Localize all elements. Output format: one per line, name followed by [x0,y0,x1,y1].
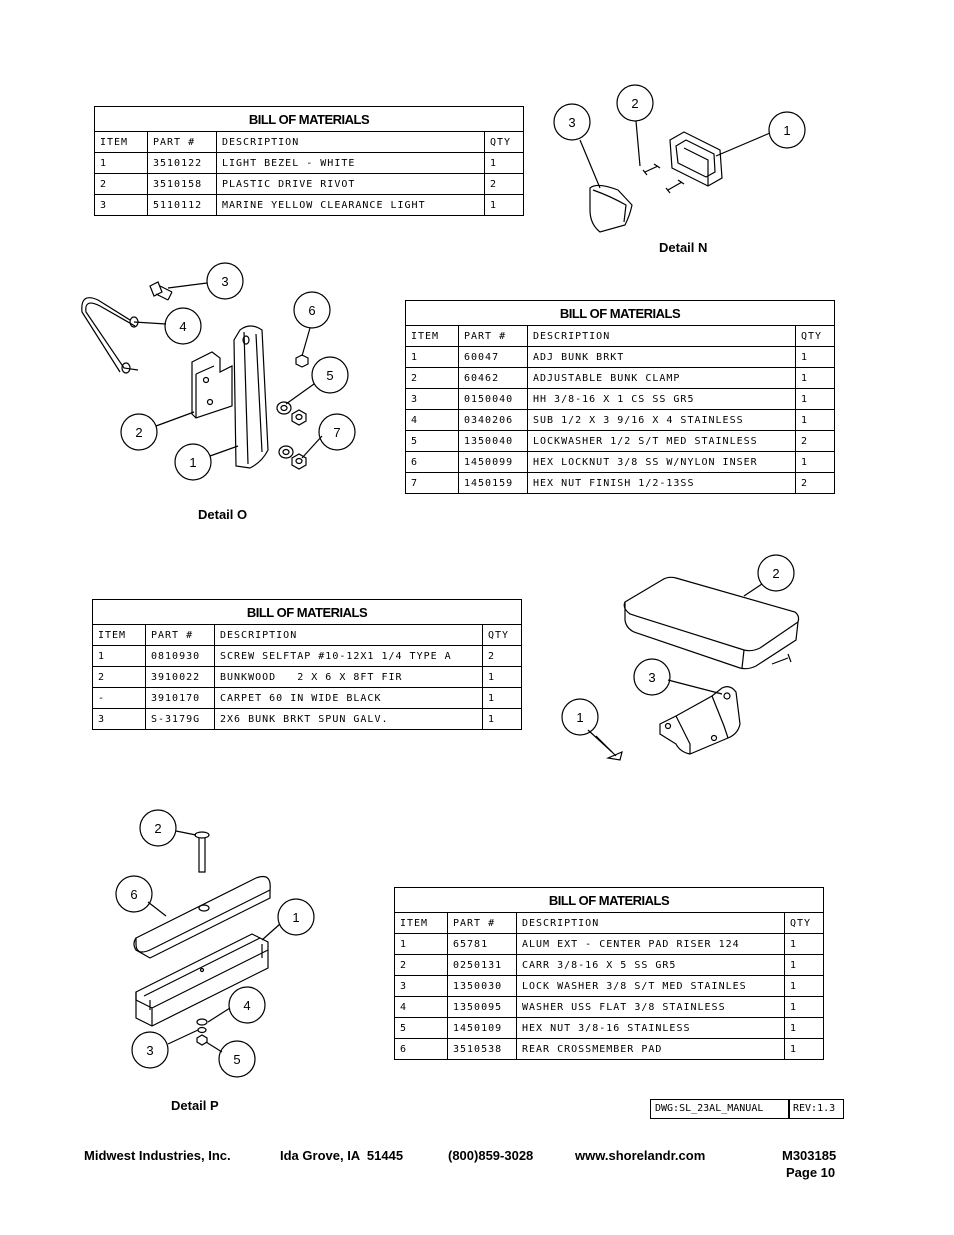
cell-qty: 1 [796,452,835,473]
callout-bubble [617,85,653,121]
callout-bubble [165,308,201,344]
cell-part: 1350040 [459,431,528,452]
callout-number: 2 [772,566,780,581]
cell-qty: 1 [785,997,824,1018]
cell-item: 5 [395,1018,448,1039]
cell-description: LOCK WASHER 3/8 S/T MED STAINLES [517,976,785,997]
cell-part: 60462 [459,368,528,389]
cell-description: WASHER USS FLAT 3/8 STAINLESS [517,997,785,1018]
callout-bubble [769,112,805,148]
leader-line [168,283,207,288]
cell-qty: 1 [796,389,835,410]
callout-number: 3 [568,115,576,130]
cell-part: 5110112 [148,195,217,216]
carriage-bolt-head [195,832,209,838]
leader-line [580,140,600,188]
callout-number: 2 [154,821,162,836]
footer-company: Midwest Industries, Inc. [84,1148,231,1163]
header-part: PART # [148,132,217,153]
detail-o-label: Detail O [198,507,248,522]
cell-qty: 2 [483,646,522,667]
cell-qty: 1 [485,153,524,174]
cell-part: 3910170 [146,688,215,709]
footer-city: Ida Grove, IA 51445 [280,1148,404,1163]
cell-item: 4 [395,997,448,1018]
carriage-bolt-shank [199,838,205,872]
cell-part: 1450159 [459,473,528,494]
cell-item: 1 [95,153,148,174]
cell-item: 2 [406,368,459,389]
cell-part: 65781 [448,934,517,955]
cell-qty: 2 [796,473,835,494]
leader-line [156,412,194,426]
leader-line [176,831,196,835]
cell-qty: 1 [796,410,835,431]
cell-description: HEX NUT FINISH 1/2-13SS [528,473,796,494]
cell-item: 3 [95,195,148,216]
detail-p-label: Detail P [171,1098,219,1113]
cell-part: 0250131 [448,955,517,976]
leader-line [302,328,310,356]
callout-bubble [634,659,670,695]
header-description: DESCRIPTION [215,625,483,646]
callout-bubble [312,357,348,393]
drawing-number-box: DWG:SL_23AL_MANUAL [650,1099,790,1119]
cell-description: LIGHT BEZEL - WHITE [217,153,485,174]
cell-part: 1450109 [448,1018,517,1039]
bunk-bracket [234,326,268,468]
cell-item: 3 [93,709,146,730]
bunk-bracket-galv [660,687,740,754]
lockwasher-2 [279,446,293,458]
leader-line [716,133,770,156]
callout-number: 3 [146,1043,154,1058]
cell-description: HEX NUT 3/8-16 STAINLESS [517,1018,785,1039]
header-part: PART # [448,913,517,934]
cell-item: 1 [395,934,448,955]
cell-item: 6 [406,452,459,473]
bunk-clamp [192,352,232,418]
bom-title: BILL OF MATERIALS [395,888,824,913]
header-description: DESCRIPTION [217,132,485,153]
leader-line [148,902,166,916]
bom-title: BILL OF MATERIALS [93,600,522,625]
cell-qty: 1 [483,688,522,709]
cell-item: 1 [93,646,146,667]
leader-line [210,446,238,456]
cell-qty: 2 [485,174,524,195]
callout-number: 1 [292,910,300,925]
header-part: PART # [459,326,528,347]
callout-number: 4 [179,319,187,334]
leader-line [262,924,280,940]
detail-n-drawing [554,85,805,232]
bom-title: BILL OF MATERIALS [95,107,524,132]
cell-item: 2 [395,955,448,976]
callout-number: 4 [243,998,251,1013]
cell-item: 3 [395,976,448,997]
callout-number: 5 [233,1052,241,1067]
callout-bubble [319,414,355,450]
callout-bubble [278,899,314,935]
bunkwood-edge [742,650,744,668]
cell-part: S-3179G [146,709,215,730]
callout-bubble [207,263,243,299]
cell-part: 1350030 [448,976,517,997]
leader-line [302,436,322,458]
footer-website: www.shorelandr.com [575,1148,706,1163]
cell-part: 0150040 [459,389,528,410]
callout-number: 3 [221,274,229,289]
cell-description: PLASTIC DRIVE RIVOT [217,174,485,195]
bunk-drawing [562,555,799,760]
callout-bubble [554,104,590,140]
revision-box: REV:1.3 [788,1099,844,1119]
bom-title: BILL OF MATERIALS [406,301,835,326]
cell-qty: 1 [483,667,522,688]
cell-part: 0810930 [146,646,215,667]
bunkwood [624,577,798,650]
cell-description: SCREW SELFTAP #10-12X1 1/4 TYPE A [215,646,483,667]
callout-bubble [140,810,176,846]
cell-item: - [93,688,146,709]
cell-description: LOCKWASHER 1/2 S/T MED STAINLESS [528,431,796,452]
cell-description: BUNKWOOD 2 X 6 X 8FT FIR [215,667,483,688]
callout-number: 6 [130,887,138,902]
cell-qty: 1 [485,195,524,216]
callout-bubble [758,555,794,591]
cell-description: ADJ BUNK BRKT [528,347,796,368]
cell-description: CARR 3/8-16 X 5 SS GR5 [517,955,785,976]
drive-rivot-1 [643,164,660,175]
cell-part: 3510538 [448,1039,517,1060]
cell-item: 5 [406,431,459,452]
cell-qty: 1 [796,347,835,368]
cell-description: REAR CROSSMEMBER PAD [517,1039,785,1060]
flat-washer [197,1019,207,1025]
cell-description: HEX LOCKNUT 3/8 SS W/NYLON INSER [528,452,796,473]
header-qty: QTY [785,913,824,934]
callout-bubble [116,876,152,912]
u-bolt [82,298,138,372]
callout-number: 6 [308,303,316,318]
cell-item: 6 [395,1039,448,1060]
cell-description: CARPET 60 IN WIDE BLACK [215,688,483,709]
cell-description: HH 3/8-16 X 1 CS SS GR5 [528,389,796,410]
cell-qty: 1 [785,955,824,976]
selftap-screw [596,736,622,760]
screw-1 [772,654,791,664]
callout-number: 2 [135,425,143,440]
cell-qty: 1 [483,709,522,730]
cell-description: ADJUSTABLE BUNK CLAMP [528,368,796,389]
leader-line [208,1008,230,1022]
cell-item: 3 [406,389,459,410]
header-qty: QTY [485,132,524,153]
cell-qty: 1 [785,934,824,955]
leader-line [668,680,722,694]
hex-locknut [296,355,308,367]
hex-bolt [150,282,172,300]
callout-bubble [229,987,265,1023]
hex-nut-1 [292,410,306,425]
cell-qty: 1 [785,1018,824,1039]
cell-part: 3510122 [148,153,217,174]
cell-item: 7 [406,473,459,494]
callout-bubble [294,292,330,328]
leader-line [588,730,612,752]
callout-bubble [219,1041,255,1077]
callout-number: 5 [326,368,334,383]
cell-qty: 1 [785,976,824,997]
cell-description: ALUM EXT - CENTER PAD RISER 124 [517,934,785,955]
cell-part: 3510158 [148,174,217,195]
header-description: DESCRIPTION [528,326,796,347]
header-item: ITEM [395,913,448,934]
leader-line [636,121,640,166]
detail-p-drawing [116,810,314,1077]
header-description: DESCRIPTION [517,913,785,934]
cell-qty: 1 [785,1039,824,1060]
leader-line [286,384,314,404]
detail-n-label: Detail N [659,240,708,255]
leader-line [134,322,166,324]
footer-doc-number: M303185 [782,1148,837,1163]
callout-number: 2 [631,96,639,111]
lock-washer [198,1028,206,1033]
callout-number: 1 [576,710,584,725]
cell-item: 4 [406,410,459,431]
hex-nut [197,1035,207,1045]
callout-number: 7 [333,425,341,440]
cell-description: MARINE YELLOW CLEARANCE LIGHT [217,195,485,216]
cell-part: 1450099 [459,452,528,473]
callout-number: 3 [648,670,656,685]
cell-description: SUB 1/2 X 3 9/16 X 4 STAINLESS [528,410,796,431]
header-qty: QTY [796,326,835,347]
footer-phone: (800)859-3028 [448,1148,534,1163]
lockwasher-1 [277,402,291,414]
cell-qty: 1 [796,368,835,389]
header-item: ITEM [93,625,146,646]
cell-part: 3910022 [146,667,215,688]
cell-item: 2 [95,174,148,195]
cell-description: 2X6 BUNK BRKT SPUN GALV. [215,709,483,730]
callout-number: 1 [783,123,791,138]
cell-qty: 2 [796,431,835,452]
detail-o-drawing [82,263,355,480]
header-part: PART # [146,625,215,646]
leader-line [744,584,762,596]
callout-bubble [175,444,211,480]
callout-bubble [121,414,157,450]
cell-item: 2 [93,667,146,688]
cell-item: 1 [406,347,459,368]
header-item: ITEM [95,132,148,153]
leader-line [206,1042,222,1052]
callout-number: 1 [189,455,197,470]
footer-page: Page 10 [786,1165,836,1180]
cell-part: 60047 [459,347,528,368]
cell-part: 1350095 [448,997,517,1018]
drive-rivot-2 [666,180,684,193]
leader-line [168,1030,198,1044]
callout-bubble [132,1032,168,1068]
header-qty: QTY [483,625,522,646]
cell-part: 0340206 [459,410,528,431]
header-item: ITEM [406,326,459,347]
callout-bubble [562,699,598,735]
